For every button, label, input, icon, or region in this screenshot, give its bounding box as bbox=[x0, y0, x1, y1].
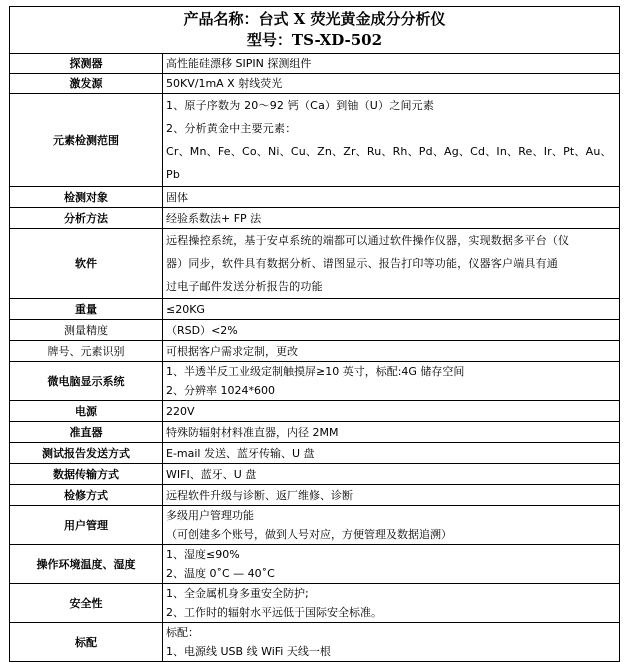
value-line: 多级用户管理功能 bbox=[166, 509, 254, 522]
label-standard-config: 标配 bbox=[10, 623, 163, 662]
row-element-range bbox=[10, 94, 620, 187]
label-grade-identification: 牌号、元素识别 bbox=[10, 341, 163, 362]
label-detector: 探测器 bbox=[10, 54, 163, 74]
value-excitation-source bbox=[163, 74, 620, 94]
value-line: 远程软件升级与诊断、返厂维修、诊断 bbox=[166, 488, 353, 502]
value-maintenance bbox=[163, 485, 620, 506]
value-analysis-method bbox=[163, 208, 620, 229]
label-report-sending: 测试报告发送方式 bbox=[10, 443, 163, 464]
label-element-range: 元素检测范围 bbox=[10, 94, 163, 187]
value-software bbox=[163, 229, 620, 299]
value-line: 2、分辨率 1024*600 bbox=[166, 384, 275, 397]
value-line: 1、电源线 USB 线 WiFi 天线一根 bbox=[166, 645, 331, 658]
value-line: E-mail 发送、蓝牙传输、U 盘 bbox=[166, 446, 315, 460]
row-user-management bbox=[10, 506, 620, 545]
row-standard-config bbox=[10, 623, 620, 662]
value-line: 2、温度 0˚C — 40˚C bbox=[166, 567, 275, 580]
label-software: 软件 bbox=[10, 229, 163, 299]
value-line: 2、分析黄金中主要元素： bbox=[166, 122, 297, 135]
value-line: 器）同步，软件具有数据分析、谱图显示、报告打印等功能，仪器客户端具有通 bbox=[166, 257, 558, 270]
value-line: 50KV/1mA X 射线荧光 bbox=[166, 77, 283, 90]
value-line: 1、全金属机身多重安全防护; bbox=[166, 587, 309, 600]
row-data-transfer bbox=[10, 464, 620, 485]
label-excitation-source: 激发源 bbox=[10, 74, 163, 94]
label-analysis-method: 分析方法 bbox=[10, 208, 163, 229]
value-detector bbox=[163, 54, 620, 74]
row-environment bbox=[10, 545, 620, 584]
model-number: 型号：TS-XD-502 bbox=[246, 31, 383, 49]
value-line: 经验系数法+ FP 法 bbox=[166, 211, 262, 225]
label-detection-object: 检测对象 bbox=[10, 187, 163, 208]
row-safety bbox=[10, 584, 620, 623]
value-line: 过电子邮件发送分析报告的功能 bbox=[166, 280, 323, 293]
label-maintenance: 检修方式 bbox=[10, 485, 163, 506]
label-precision: 测量精度 bbox=[10, 320, 163, 341]
value-line: 标配： bbox=[166, 626, 199, 639]
value-line: 固体 bbox=[166, 190, 188, 204]
value-environment bbox=[163, 545, 620, 584]
row-grade-identification bbox=[10, 341, 620, 362]
label-safety: 安全性 bbox=[10, 584, 163, 623]
value-power bbox=[163, 401, 620, 422]
row-report-sending bbox=[10, 443, 620, 464]
row-excitation-source bbox=[10, 74, 620, 94]
value-line: 1、湿度≤90% bbox=[166, 548, 240, 561]
title-cell bbox=[10, 7, 620, 54]
label-environment: 操作环境温度、湿度 bbox=[10, 545, 163, 584]
value-weight bbox=[163, 299, 620, 320]
value-line: 可根据客户需求定制，更改 bbox=[166, 344, 298, 358]
row-detection-object bbox=[10, 187, 620, 208]
label-weight: 重量 bbox=[10, 299, 163, 320]
row-collimator bbox=[10, 422, 620, 443]
value-user-management bbox=[163, 506, 620, 545]
value-line: （可创建多个账号，做到人号对应，方便管理及数据追溯） bbox=[166, 528, 452, 541]
row-analysis-method bbox=[10, 208, 620, 229]
label-power: 电源 bbox=[10, 401, 163, 422]
row-precision bbox=[10, 320, 620, 341]
row-detector bbox=[10, 54, 620, 74]
value-line: 1、半透半反工业级定制触摸屏≥10 英寸，标配:4G 储存空间 bbox=[166, 365, 465, 378]
value-line: WIFI、蓝牙、U 盘 bbox=[166, 467, 257, 481]
row-power bbox=[10, 401, 620, 422]
value-line: 1、原子序数为 20～92 钙（Ca）到铀（U）之间元素 bbox=[166, 99, 435, 112]
label-collimator: 准直器 bbox=[10, 422, 163, 443]
value-line: Cr、Mn、Fe、Co、Ni、Cu、Zn、Zr、Ru、Rh、Pd、Ag、Cd、In、Re、Ir、Pt、Au、 bbox=[166, 145, 612, 158]
spec-table bbox=[9, 6, 620, 662]
value-line: （RSD）<2% bbox=[166, 323, 238, 337]
value-standard-config bbox=[163, 623, 620, 662]
label-user-management: 用户管理 bbox=[10, 506, 163, 545]
value-grade-identification bbox=[163, 341, 620, 362]
value-line: 2、工作时的辐射水平远低于国际安全标准。 bbox=[166, 606, 382, 619]
product-title: 产品名称：台式 X 荧光黄金成分分析仪 bbox=[183, 10, 446, 28]
value-line: 高性能硅漂移 SIPIN 探测组件 bbox=[166, 57, 312, 70]
value-line: 220V bbox=[166, 404, 195, 418]
title-row bbox=[10, 7, 620, 54]
value-detection-object bbox=[163, 187, 620, 208]
label-display-system: 微电脑显示系统 bbox=[10, 362, 163, 401]
label-data-transfer: 数据传输方式 bbox=[10, 464, 163, 485]
value-line: Pb bbox=[166, 168, 181, 181]
row-display-system bbox=[10, 362, 620, 401]
value-line: 远程操控系统，基于安卓系统的端都可以通过软件操作仪器，实现数据多平台（仪 bbox=[166, 234, 570, 247]
value-line: ≤20KG bbox=[166, 302, 205, 316]
value-precision bbox=[163, 320, 620, 341]
value-display-system bbox=[163, 362, 620, 401]
row-maintenance bbox=[10, 485, 620, 506]
value-data-transfer bbox=[163, 464, 620, 485]
row-software bbox=[10, 229, 620, 299]
value-collimator bbox=[163, 422, 620, 443]
value-safety bbox=[163, 584, 620, 623]
value-report-sending bbox=[163, 443, 620, 464]
spec-sheet bbox=[9, 6, 619, 662]
row-weight bbox=[10, 299, 620, 320]
value-line: 特殊防辐射材料准直器，内径 2MM bbox=[166, 425, 339, 439]
value-element-range bbox=[163, 94, 620, 187]
